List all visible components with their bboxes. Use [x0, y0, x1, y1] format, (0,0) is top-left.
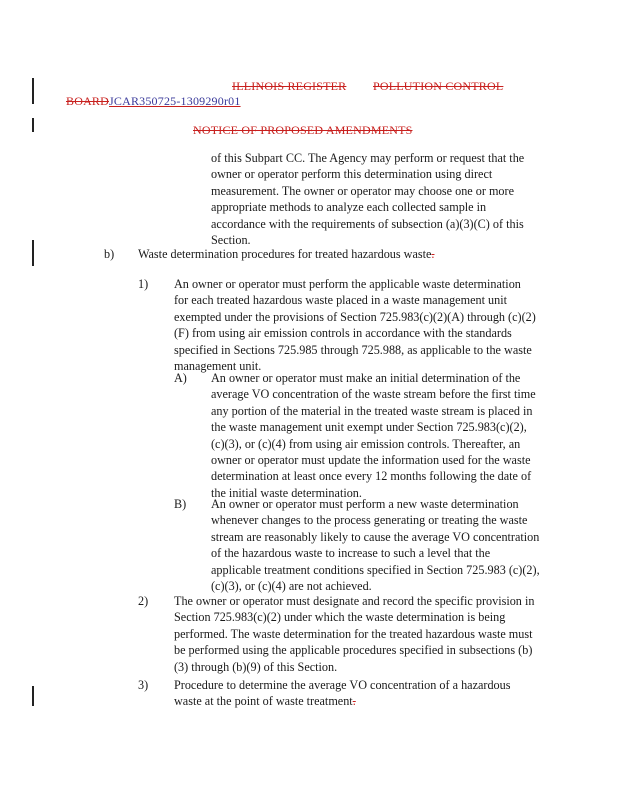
board-title-line1: POLLUTION CONTROL: [373, 79, 504, 93]
sec-b1a-paragraph: An owner or operator must make an initial determination of the average VO concentration of the waste stream before the first time any portion of the material in the treated waste stream is placed in the waste management unit exempt under Section 725.983(c)(2), (c)(3), or (c)(4) from using air emission controls. Thereafter, an owner or operator must update the information used for the waste determination at least once every 12 months following the date of the initial waste determination.: [211, 371, 536, 500]
change-bar-notice: [32, 118, 34, 132]
sec-b1b-marker: B): [174, 497, 187, 511]
sec-b1-paragraph: An owner or operator must perform the applicable waste determination for each treated hazardous waste placed in a waste management unit exempted under the provisions of Section 725.983(c)(2)(A) through (c)(2)(F) from using air emission controls in accordance with the standards specified in Sections 725.985 through 725.988, as applicable to the waste management unit.: [174, 277, 536, 374]
change-bar-sec-b: [32, 240, 34, 266]
sec-b1-marker: 1): [138, 277, 149, 291]
document-id: JCAR350725-1309290r01: [109, 94, 241, 108]
sec-b3-text: Procedure to determine the average VO concentration of a hazardous waste at the point of waste treatment: [174, 678, 511, 709]
sec-b1a-marker: A): [174, 371, 187, 385]
board-doc-line: [66, 93, 241, 109]
continuation-paragraph: of this Subpart CC. The Agency may perform or request that the owner or operator perform this determination using direct measurement. The owner or operator may choose one or more appropriate methods to analyze each collected sample in accordance with the requirements of subsection (a)(3)(C) of this Section.: [211, 151, 525, 248]
sec-b3-trailing: .: [352, 694, 356, 709]
change-bar-header: [32, 78, 34, 104]
sec-b2-paragraph: The owner or operator must designate and record the specific provision in Section 725.983(c)(2) under which the waste determination is being performed. The waste determination for the treated hazardous waste must be performed using the applicable procedures specified in subsections (b)(3) through (b)(9) of this Section.: [174, 594, 535, 674]
sec-b-heading: [138, 246, 558, 262]
sec-b3-marker: 3): [138, 678, 149, 692]
register-title: ILLINOIS REGISTER: [232, 79, 347, 93]
sec-b-text: Waste determination procedures for treated hazardous waste: [138, 247, 432, 261]
sec-b2-marker: 2): [138, 594, 149, 608]
sec-b1b-paragraph: An owner or operator must perform a new waste determination whenever changes to the process generating or treating the waste stream are reasonably likely to cause the average VO concentration of the hazardous waste to increase to such a level that the applicable treatment conditions specified in Section 725.983 (c)(2), (c)(3), or (c)(4) are not achieved.: [211, 497, 540, 594]
change-bar-sec-b3: [32, 686, 34, 706]
notice-title: NOTICE OF PROPOSED AMENDMENTS: [193, 123, 413, 137]
sec-b-marker: b): [104, 247, 115, 261]
board-title-line2: BOARD: [66, 94, 110, 108]
sec-b3-heading: [174, 677, 538, 710]
sec-b-trailing: .: [431, 247, 435, 261]
